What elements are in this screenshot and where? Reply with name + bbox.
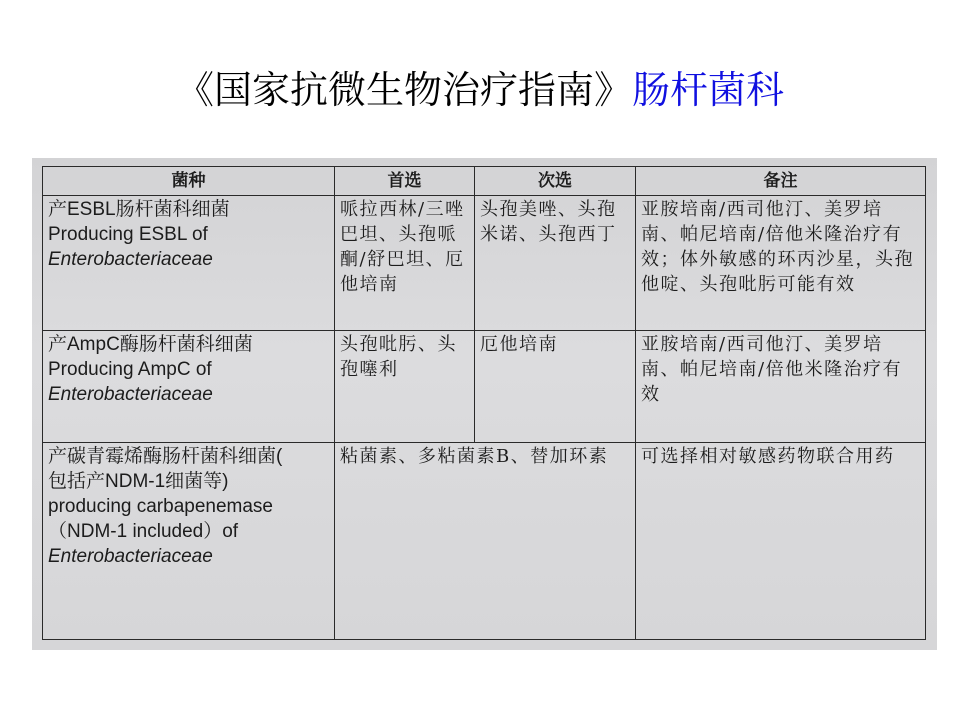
header-second-choice: 次选 [475, 167, 636, 196]
table-header-row [43, 167, 926, 196]
table-row [43, 196, 926, 331]
species-cn-continued: 包括产NDM-1细菌等) [48, 470, 229, 492]
header-first-choice: 首选 [335, 167, 475, 196]
title-highlight: 肠杆菌科 [632, 68, 785, 112]
notes-cell: 亚胺培南/西司他汀、美罗培南、帕尼培南/倍他米隆治疗有效 [636, 331, 926, 442]
species-en-continued: （NDM-1 included）of [48, 520, 239, 542]
first-choice-cell: 哌拉西林/三唑巴坦、头孢哌酮/舒巴坦、厄他培南 [335, 196, 475, 331]
second-choice-cell: 头孢美唑、头孢米诺、头孢西丁 [475, 196, 636, 331]
first-choice-cell: 头孢吡肟、头孢噻利 [335, 331, 475, 442]
species-family: Enterobacteriaceae [48, 545, 213, 567]
first-and-second-choice-cell: 粘菌素、多粘菌素B、替加环素 [335, 442, 636, 639]
species-family: Enterobacteriaceae [48, 249, 213, 270]
notes-cell: 可选择相对敏感药物联合用药 [636, 442, 926, 639]
species-cn: 产碳青霉烯酶肠杆菌科细菌( [48, 445, 283, 467]
species-en: Producing AmpC of [48, 359, 212, 381]
species-cell [43, 331, 335, 442]
species-en: producing carbapenemase [48, 495, 273, 517]
second-choice-cell: 厄他培南 [475, 331, 636, 442]
species-cn: 产ESBL肠杆菌科细菌 [48, 199, 230, 220]
species-en: Producing ESBL of [48, 224, 208, 245]
header-notes: 备注 [636, 167, 926, 196]
species-cell [43, 196, 335, 331]
slide-title [0, 58, 960, 122]
species-cn: 产AmpC酶肠杆菌科细菌 [48, 334, 253, 356]
table-row [43, 331, 926, 442]
notes-cell: 亚胺培南/西司他汀、美罗培南、帕尼培南/倍他米隆治疗有效；体外敏感的环丙沙星，头孢他啶、头孢吡肟可能有效 [636, 196, 926, 331]
species-cell [43, 442, 335, 639]
species-family: Enterobacteriaceae [48, 384, 213, 406]
table-image [32, 158, 937, 650]
header-species: 菌种 [43, 167, 335, 196]
table-row [43, 442, 926, 639]
treatment-table [42, 166, 926, 640]
title-main: 《国家抗微生物治疗指南》 [175, 68, 632, 112]
